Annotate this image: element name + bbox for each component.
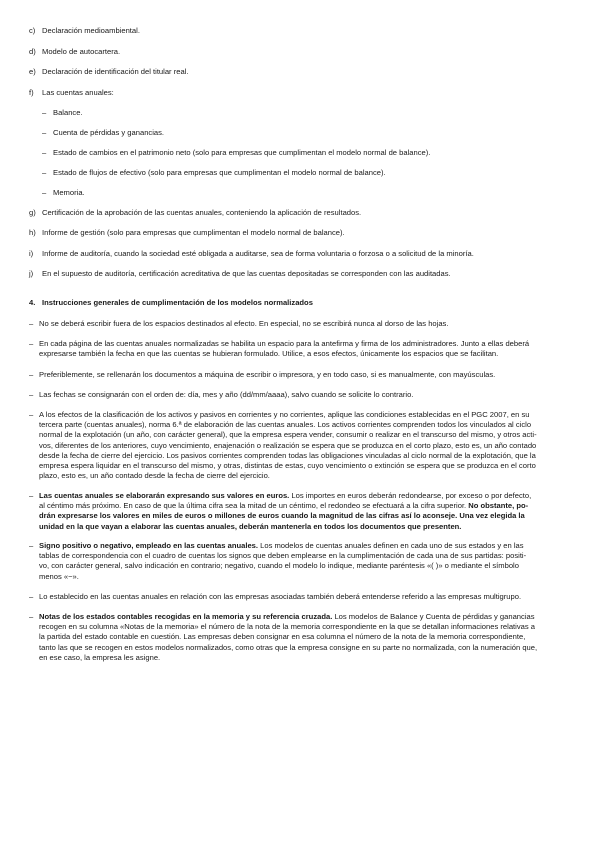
dash: – <box>29 491 34 500</box>
instruction-line: recogen en su columna «Notas de la memoria» el número de la nota de la memoria correspondiente en la que se detallan informaciones relativas a <box>39 622 535 632</box>
instruction-text: Las fechas se consignarán con el orden de: día, mes y año (dd/mm/aaaa), salvo cuando se solicite lo contrario. <box>39 390 414 399</box>
dash: – <box>29 410 34 419</box>
instruction-text: Los modelos de cuentas anuales definen en cada uno de sus estados y en las <box>258 541 524 550</box>
dash: – <box>29 592 34 601</box>
list-text: En el supuesto de auditoría, certificación acreditativa de que las cuentas depositadas se corresponden con las auditadas. <box>42 269 451 278</box>
instruction-line <box>39 522 571 532</box>
instruction-line: desde la fecha de cierre del ejercicio. Los pasivos corrientes comprenden todas las obligaciones vinculadas al ciclo normal de la explotación, que la <box>39 450 536 460</box>
instruction-line: plazo, esto es, un año contado desde la fecha de cierre del ejercicio. <box>39 471 270 481</box>
sub-item-text: Estado de cambios en el patrimonio neto (solo para empresas que cumplimentan el modelo normal de balance). <box>53 148 431 157</box>
list-text: Modelo de autocartera. <box>42 47 121 56</box>
list-label: h) <box>29 228 36 237</box>
bold-text: Las cuentas anuales se elaborarán expresando sus valores en euros. <box>39 491 290 500</box>
sub-item-text: Estado de flujos de efectivo (solo para empresas que cumplimentan el modelo normal de balance). <box>53 168 386 177</box>
list-label: e) <box>29 67 36 76</box>
instruction-line: vo, con carácter general, salvo indicación en contrario; negativo, cuando el modelo lo indique, mediante paréntesis «( )» o mediante el símbolo <box>39 561 519 571</box>
list-label: c) <box>29 26 36 35</box>
instruction-line <box>39 501 571 511</box>
dash: – <box>42 148 47 157</box>
instruction-line: tercera parte (cuentas anuales), norma 6.ª de elaboración de las cuentas anuales. Los activos corrientes comprenden todos los vinculados al ciclo <box>39 420 532 430</box>
list-label: f) <box>29 88 34 97</box>
instruction-line: tablas de correspondencia con el cuadro de cuentas los signos que deben emplearse en la cumplimentación de cada una de sus partidas: positi- <box>39 551 527 561</box>
list-label: j) <box>29 269 34 278</box>
bold-text: drán expresarse los valores en miles de euros o millones de euros cuando la magnitud de las cifras así lo aconseje. Una vez elegida la <box>39 511 525 521</box>
instruction-line <box>39 511 571 521</box>
instruction-line: En cada página de las cuentas anuales normalizadas se habilita un espacio para la antefirma y firma de los administradores. Junto a ellas deberá <box>39 339 530 348</box>
instruction-line: la partida del estado contable en cuestión. Las empresas deben consignar en esa columna el número de la nota de la memoria correspondiente, <box>39 632 526 642</box>
instruction-line: en ese caso, la empresa les asigne. <box>39 652 161 662</box>
dash: – <box>42 128 47 137</box>
bold-text: Signo positivo o negativo, empleado en las cuentas anuales. <box>39 541 259 550</box>
list-text: Informe de gestión (solo para empresas que cumplimentan el modelo normal de balance). <box>42 228 345 237</box>
list-text: Las cuentas anuales: <box>42 88 114 97</box>
instruction-line <box>39 612 571 622</box>
instruction-line: empresa espera liquidar en el transcurso del mismo, y otras, distintas de estas, cuyo vencimiento o extinción se espera que se produzca en el corto <box>39 461 536 471</box>
instruction-text: al céntimo más próximo. En caso de que la última cifra sea la mitad de un céntimo, el redondeo se efectuará a la cifra superior. <box>39 501 467 511</box>
instruction-text: No se deberá escribir fuera de los espacios destinados al efecto. En especial, no se escribirá nunca al dorso de las hojas. <box>39 319 449 328</box>
sub-item-text: Memoria. <box>53 188 85 197</box>
list-text: Certificación de la aprobación de las cuentas anuales, conteniendo la aplicación de resultados. <box>42 208 362 217</box>
instruction-text: Preferiblemente, se rellenarán los documentos a máquina de escribir o impresora, y en todo caso, si es manualmente, con mayúsculas. <box>39 370 496 379</box>
list-label: d) <box>29 47 36 56</box>
dash: – <box>29 370 34 379</box>
instruction-text: Los modelos de Balance y Cuenta de pérdidas y ganancias <box>332 612 535 621</box>
list-text: Informe de auditoría, cuando la sociedad esté obligada a auditarse, sea de forma voluntaria o forzosa o a solicitud de la minoría. <box>42 249 474 258</box>
dash: – <box>29 390 34 399</box>
section-heading <box>29 298 313 307</box>
list-label: g) <box>29 208 36 217</box>
instruction-text: Lo establecido en las cuentas anuales en relación con las empresas asociadas también deberá entenderse referido a las empresas multigrupo. <box>39 592 522 601</box>
instruction-line: expresarse también la fecha en que las cuentas se hubieran formulado. Utilice, a esos efectos, únicamente los espacios que se facilitan. <box>39 349 499 359</box>
sub-item-text: Cuenta de pérdidas y ganancias. <box>53 128 165 137</box>
dash: – <box>42 188 47 197</box>
list-text: Declaración de identificación del titular real. <box>42 67 189 76</box>
bold-text: unidad en la que vayan a elaborar las cuentas anuales, deberán mantenerla en todos los documentos que presenten. <box>39 521 462 531</box>
section-title: Instrucciones generales de cumplimentación de los modelos normalizados <box>42 298 313 307</box>
instruction-line: tanto las que se recogen en estos modelos normalizados, como otras que la empresa consigne en su parte no normalizada, con la numeración que, <box>39 642 538 652</box>
dash: – <box>42 168 47 177</box>
instruction-line: normal de la explotación (un año, con carácter general), que la empresa espera vender, consumir o realizar en el transcurso del mismo, y otros acti- <box>39 430 537 440</box>
instruction-line: menos «−». <box>39 571 79 581</box>
bold-text: No obstante, po- <box>466 501 529 511</box>
instruction-line: A los efectos de la clasificación de los activos y pasivos en corrientes y no corrientes, aplique las condiciones establecidas en el PGC 2007, en su <box>39 410 530 419</box>
list-label: i) <box>29 249 34 258</box>
instruction-line: vos, diferentes de los anteriores, cuyo vencimiento, enajenación o realización se espera que se produzca en el corto plazo, esto es, un año contado <box>39 440 537 450</box>
instruction-line <box>39 491 571 501</box>
instruction-line <box>39 541 571 551</box>
list-text: Declaración medioambiental. <box>42 26 140 35</box>
sub-item-text: Balance. <box>53 108 83 117</box>
dash: – <box>29 612 34 621</box>
dash: – <box>29 319 34 328</box>
dash: – <box>29 541 34 550</box>
dash: – <box>29 339 34 348</box>
dash: – <box>42 108 47 117</box>
section-number: 4. <box>29 298 36 307</box>
instruction-text: Los importes en euros deberán redondearse, por exceso o por defecto, <box>289 491 532 500</box>
bold-text: Notas de los estados contables recogidas en la memoria y su referencia cruzada. <box>39 612 333 621</box>
